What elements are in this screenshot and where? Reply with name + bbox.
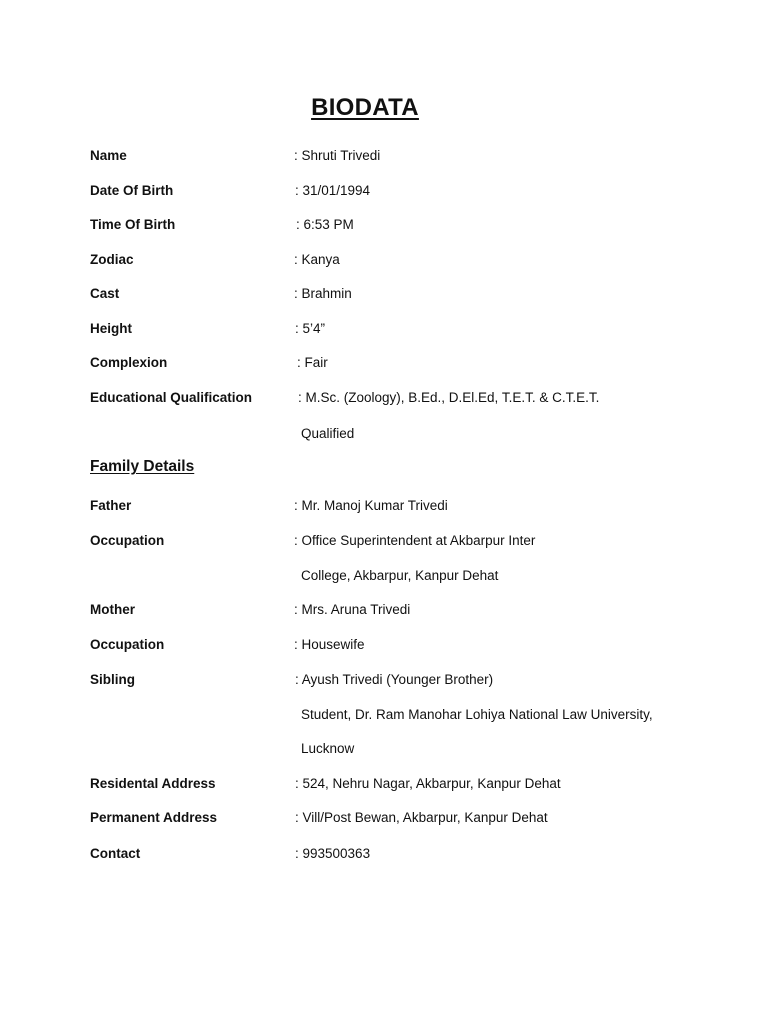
dob-row [90,180,730,202]
mother-occupation-row [90,634,730,656]
zodiac-label: Zodiac [90,252,134,267]
dob-label: Date Of Birth [90,183,174,198]
document-title: BIODATA [311,94,419,121]
name-row [90,145,730,167]
contact-label: Contact [90,846,141,861]
contact-value: : 993500363 [295,846,371,861]
zodiac-value: : Kanya [294,252,340,267]
height-row [90,318,730,340]
father-row [90,495,730,517]
education-row-continued [90,423,730,445]
dob-value: : 31/01/1994 [295,183,371,198]
education-label: Educational Qualification [90,390,253,405]
father-occupation-label: Occupation [90,533,165,548]
cast-value: : Brahmin [294,286,352,301]
sibling-row [90,669,730,691]
height-label: Height [90,321,132,336]
education-row [90,387,730,409]
mother-occupation-label: Occupation [90,637,165,652]
zodiac-row [90,249,730,271]
tob-value: : 6:53 PM [296,217,354,232]
tob-label: Time Of Birth [90,217,176,232]
permanent-address-value: : Vill/Post Bewan, Akbarpur, Kanpur Dehat [295,810,548,825]
tob-row [90,214,730,236]
permanent-address-row [90,807,730,829]
sibling-value-continued-2: Lucknow [301,741,355,756]
father-occupation-row-continued [90,565,730,587]
mother-row [90,599,730,621]
father-occupation-value: : Office Superintendent at Akbarpur Inter [294,533,536,548]
complexion-row [90,352,730,374]
sibling-value-continued-1: Student, Dr. Ram Manohar Lohiya National Law University, [301,707,653,722]
name-label: Name [90,148,127,163]
residential-address-label: Residental Address [90,776,216,791]
sibling-row-continued-2 [90,738,730,760]
father-label: Father [90,498,132,513]
education-value: : M.Sc. (Zoology), B.Ed., D.El.Ed, T.E.T. & C.T.E.T. [298,390,600,405]
sibling-label: Sibling [90,672,135,687]
mother-occupation-value: : Housewife [294,637,365,652]
father-occupation-row [90,530,730,552]
complexion-value: : Fair [297,355,328,370]
cast-row [90,283,730,305]
height-value: : 5’4” [295,321,326,336]
complexion-label: Complexion [90,355,168,370]
name-value: : Shruti Trivedi [294,148,381,163]
sibling-value: : Ayush Trivedi (Younger Brother) [295,672,494,687]
family-details-heading: Family Details [90,458,195,475]
father-occupation-value-continued: College, Akbarpur, Kanpur Dehat [301,568,499,583]
permanent-address-label: Permanent Address [90,810,218,825]
residential-address-value: : 524, Nehru Nagar, Akbarpur, Kanpur Dehat [295,776,561,791]
residential-address-row [90,773,730,795]
father-value: : Mr. Manoj Kumar Trivedi [294,498,448,513]
contact-row [90,843,730,865]
mother-value: : Mrs. Aruna Trivedi [294,602,411,617]
sibling-row-continued-1 [90,704,730,726]
mother-label: Mother [90,602,135,617]
education-value-continued: Qualified [301,426,355,441]
cast-label: Cast [90,286,120,301]
